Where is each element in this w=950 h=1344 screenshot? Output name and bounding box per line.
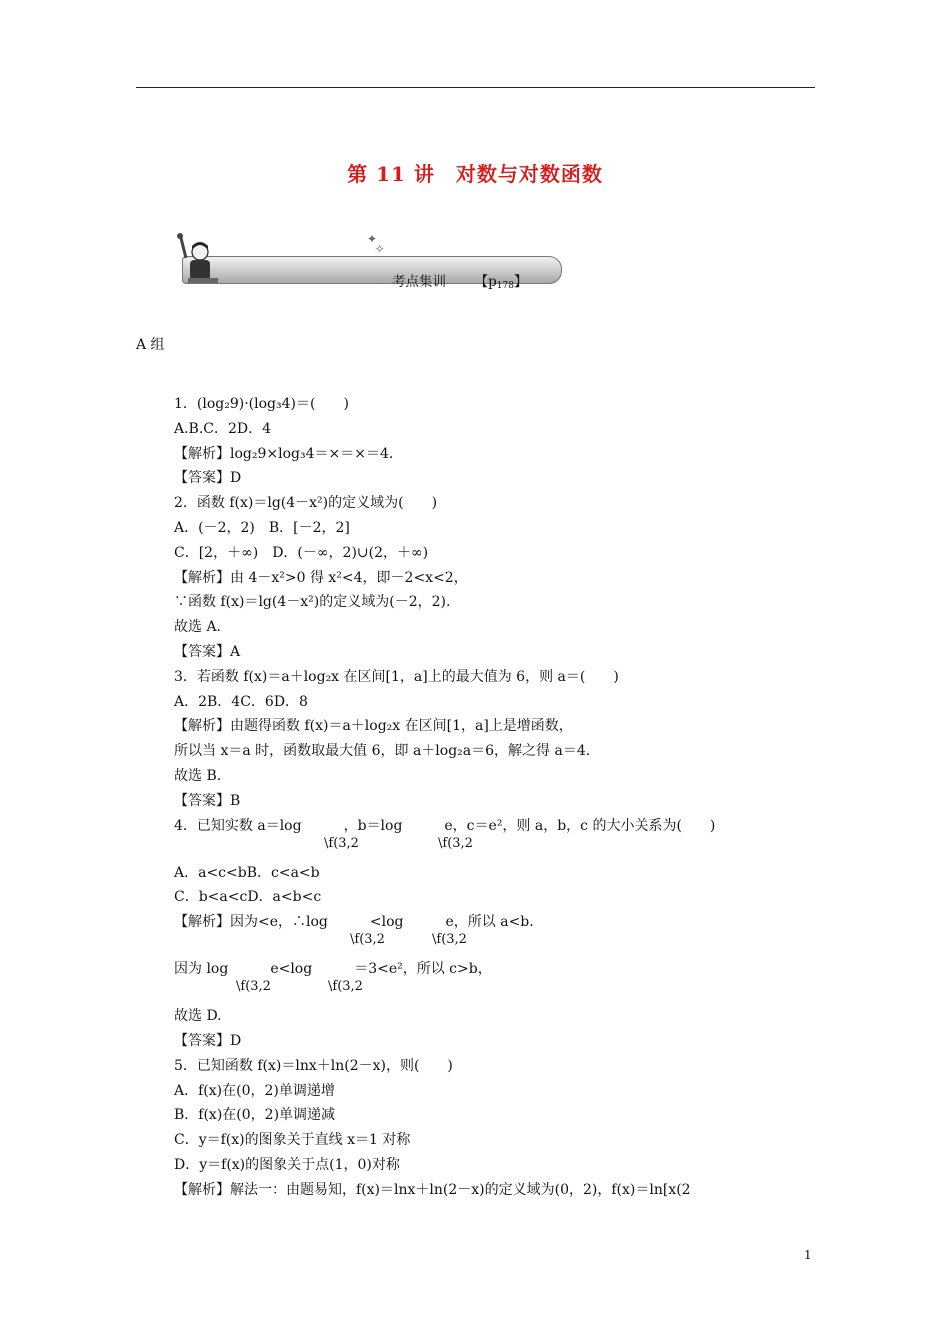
answer-3: 【答案】B (174, 792, 241, 809)
answer-1: 【答案】D (174, 470, 242, 487)
analysis-4a (174, 910, 824, 957)
broken-field-4: \f(3,2 (432, 932, 467, 948)
page-ref-close: 】 (513, 274, 528, 290)
header-rule (136, 87, 815, 88)
analysis-4a-text: 【解析】因为<e，∴log <log e，所以 a<b. (174, 914, 534, 931)
analysis-4b (174, 957, 824, 1004)
analysis-2a: 【解析】由 4－x²>0 得 x²<4，即－2<x<2， (174, 569, 468, 586)
option-5c: C．y＝f(x)的图象关于直线 x＝1 对称 (174, 1132, 411, 1149)
question-4 (174, 814, 824, 861)
option-5d: D．y＝f(x)的图象关于点(1，0)对称 (174, 1156, 400, 1173)
broken-field-2: \f(3,2 (438, 835, 473, 851)
analysis-5a: 【解析】解法一：由题易知，f(x)＝lnx＋ln(2－x)的定义域为(0，2)，f(x)＝ln[x(2 (174, 1181, 691, 1198)
answer-4: 【答案】D (174, 1032, 242, 1049)
page-ref-open: 【p (474, 274, 497, 290)
group-heading: A 组 (136, 337, 165, 353)
question-3: 3．若函数 f(x)＝a＋log₂x 在区间[1，a]上的最大值为 6，则 a＝( ) (174, 668, 619, 685)
options-4a: A．a<c<bB．c<a<b (174, 864, 320, 881)
analysis-3c: 故选 B. (174, 767, 222, 784)
options-1: A.B.C．2D．4 (174, 420, 272, 437)
student-illustration-icon (172, 228, 232, 288)
option-5b: B．f(x)在(0，2)单调递减 (174, 1107, 336, 1124)
question-1: 1．(log₂9)·(log₃4)＝( ) (174, 396, 349, 412)
banner-label (392, 270, 527, 291)
answer-2: 【答案】A (174, 643, 241, 660)
analysis-2b: ∵函数 f(x)＝lg(4－x²)的定义域为(－2，2). (174, 594, 451, 611)
question-4-text: 4．已知实数 a＝log ，b＝log e，c＝e²，则 a，b，c 的大小关系为( ) (174, 817, 716, 834)
options-3: A．2B．4C．6D．8 (174, 693, 308, 710)
options-2a: A．(－2，2) B．[－2，2] (174, 519, 350, 536)
page-number: 1 (804, 1248, 812, 1262)
option-5a: A．f(x)在(0，2)单调递增 (174, 1082, 335, 1099)
banner-title: 考点集训 (392, 274, 446, 290)
question-5: 5．已知函数 f(x)＝lnx＋ln(2－x)，则( ) (174, 1057, 453, 1074)
analysis-4c: 故选 D. (174, 1008, 222, 1025)
analysis-3a: 【解析】由题得函数 f(x)＝a＋log₂x 在区间[1，a]上是增函数， (174, 718, 573, 735)
page-title: 第 11 讲 对数与对数函数 (347, 162, 603, 186)
broken-field-1: \f(3,2 (324, 835, 359, 851)
analysis-4b-text: 因为 log e<log ＝3<e²，所以 c>b， (174, 961, 492, 978)
question-2: 2．函数 f(x)＝lg(4－x²)的定义域为( ) (174, 495, 438, 512)
sparkle-icon: ✦ ✧ (367, 232, 385, 256)
page-ref-number: 178 (496, 281, 514, 291)
broken-field-5: \f(3,2 (236, 979, 271, 995)
options-4b: C．b<a<cD．a<b<c (174, 889, 322, 906)
analysis-3b: 所以当 x＝a 时，函数取最大值 6，即 a＋log₂a＝6，解之得 a＝4. (174, 743, 591, 760)
section-banner (172, 228, 572, 292)
analysis-2c: 故选 A. (174, 619, 222, 636)
broken-field-6: \f(3,2 (328, 979, 363, 995)
broken-field-3: \f(3,2 (350, 932, 385, 948)
analysis-1: 【解析】log₂9×log₃4＝×＝×＝4. (174, 445, 394, 462)
exercise-content (174, 392, 824, 1203)
options-2b: C．[2，＋∞) D．(－∞，2)∪(2，＋∞) (174, 544, 429, 561)
